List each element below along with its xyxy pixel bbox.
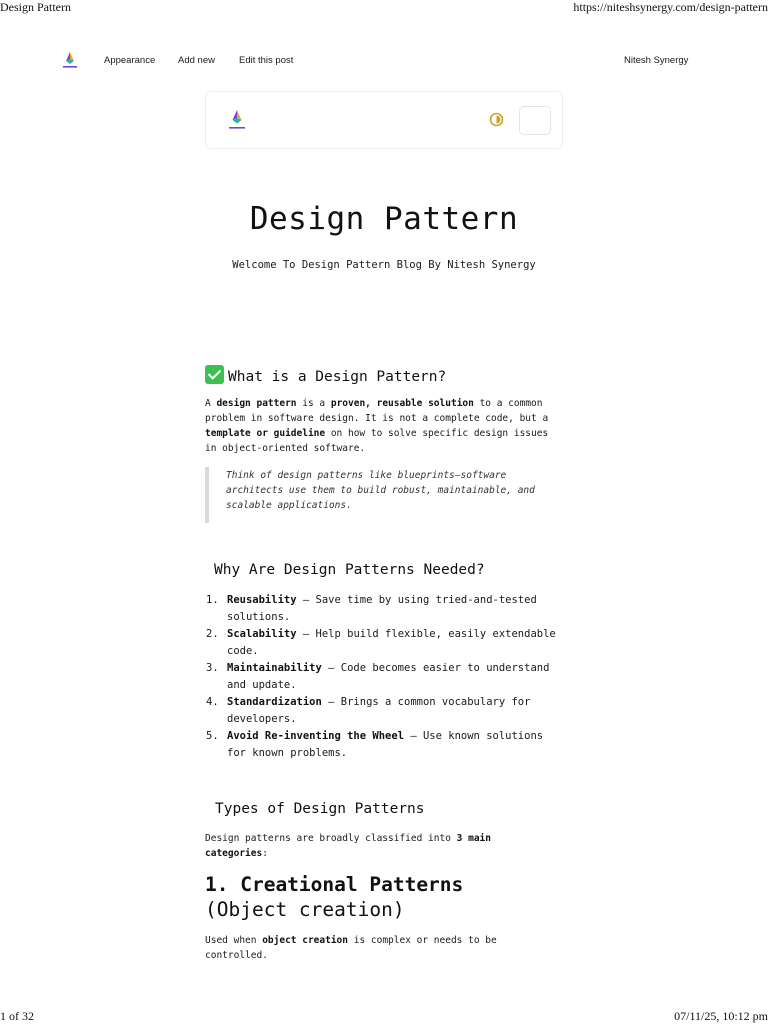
admin-bar [0, 50, 768, 72]
print-footer-page: 1 of 32 [0, 1009, 34, 1023]
check-mark-icon [205, 365, 224, 384]
site-logo-icon[interactable] [226, 108, 248, 132]
admin-logo-icon[interactable] [60, 50, 80, 70]
list-item: 1. Reusability – Save time by using tried-and-tested solutions. [206, 594, 537, 623]
list-item: 5. Avoid Re-inventing the Wheel – Use known solutions for known problems. [206, 730, 544, 759]
creational-heading: 1. Creational Patterns (Object creation) [205, 873, 464, 921]
types-heading: Types of Design Patterns [215, 801, 425, 817]
admin-add-new-link[interactable]: Add new [178, 55, 215, 66]
admin-appearance-link[interactable]: Appearance [104, 55, 156, 66]
admin-user-link[interactable]: Nitesh Synergy [624, 55, 689, 66]
blueprint-blockquote [205, 467, 565, 523]
list-item: 3. Maintainability – Code becomes easier to understand and update. [206, 662, 550, 691]
page-subtitle: Welcome To Design Pattern Blog By Nitesh Synergy [232, 259, 536, 271]
what-is-heading [205, 365, 446, 385]
print-footer-datetime: 07/11/25, 10:12 pm [674, 1009, 768, 1023]
creational-paragraph: Used when object creation is complex or needs to be controlled. [205, 935, 497, 961]
theme-toggle-icon[interactable] [489, 112, 504, 127]
print-header-url: https://niteshsynergy.com/design-pattern [573, 0, 768, 14]
what-is-paragraph: A design pattern is a proven, reusable solution to a common problem in software design. It is not a complete code, but a template or guideline on how to solve specific design issues in object-oriented software. [205, 398, 549, 454]
blockquote-text: Think of design patterns like blueprints—software architects use them to build robust, maintainable, and scalable applications. [226, 470, 535, 511]
list-item: 2. Scalability – Help build flexible, easily extendable code. [206, 628, 556, 657]
what-is-heading-text: What is a Design Pattern? [228, 369, 447, 385]
why-needed-heading: Why Are Design Patterns Needed? [214, 562, 485, 578]
menu-button[interactable] [519, 106, 551, 135]
list-item: 4. Standardization – Brings a common vocabulary for developers. [206, 696, 531, 725]
why-needed-list [205, 592, 565, 762]
page-title: Design Pattern [249, 201, 519, 237]
site-header [205, 91, 563, 149]
admin-edit-post-link[interactable]: Edit this post [239, 55, 294, 66]
types-paragraph: Design patterns are broadly classified into 3 main categories: [205, 833, 491, 859]
print-header-title: Design Pattern [0, 0, 71, 14]
